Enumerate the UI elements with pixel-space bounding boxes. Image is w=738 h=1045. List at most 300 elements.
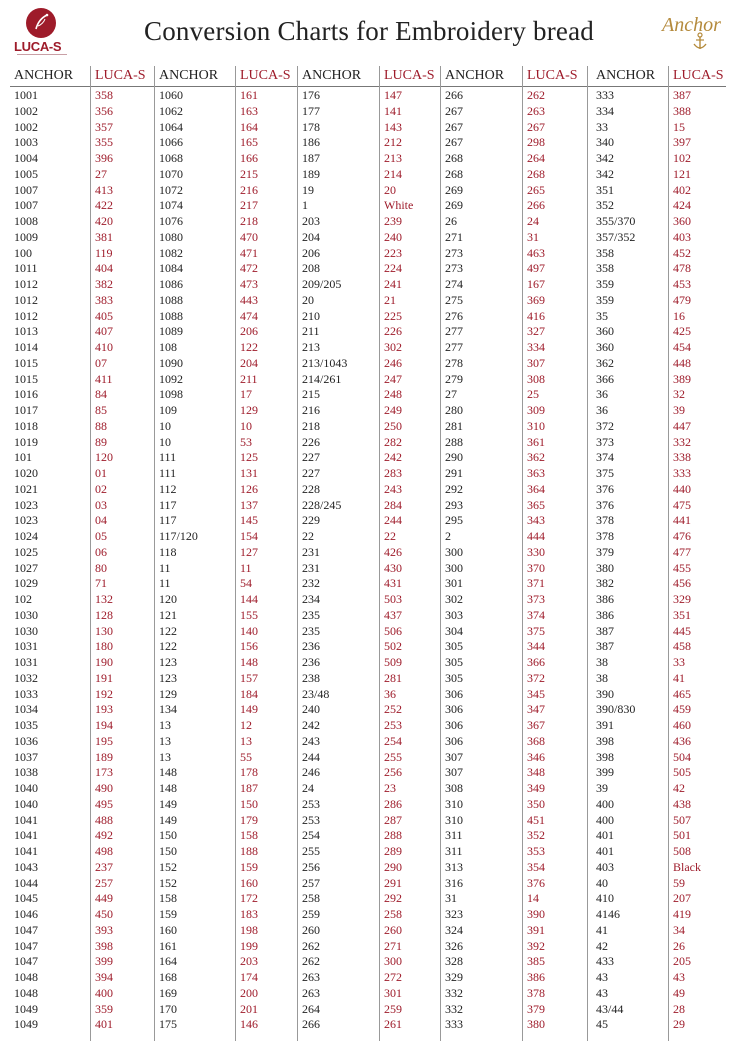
anchor-code-cell: 33 [596, 119, 608, 134]
anchor-code-cell: 1090 [159, 355, 183, 370]
luca-code-cell: 441 [673, 513, 691, 528]
anchor-code-cell: 1025 [14, 544, 38, 559]
anchor-code-cell: 148 [159, 765, 177, 780]
anchor-code-cell: 102 [14, 592, 32, 606]
luca-code-cell: 164 [240, 119, 258, 134]
col-header-anchor-4: ANCHOR [445, 68, 505, 83]
anchor-code-cell: 382 [596, 576, 614, 591]
luca-code-cell: 165 [240, 135, 258, 150]
anchor-code-cell: 300 [445, 560, 463, 575]
anchor-code-cell: 216 [302, 403, 320, 417]
luca-code-cell: 419 [673, 907, 691, 921]
anchor-code-cell: 362 [596, 355, 614, 370]
anchor-code-cell: 38 [596, 655, 608, 669]
anchor-code-cell: 43 [596, 985, 608, 1000]
luca-code-cell: 401 [95, 1017, 113, 1032]
luca-code-cell: 351 [673, 607, 691, 622]
anchor-code-cell: 281 [445, 418, 463, 433]
anchor-code-cell: 1041 [14, 844, 38, 858]
anchor-code-cell: 117 [159, 513, 177, 528]
anchor-code-cell: 305 [445, 639, 463, 654]
luca-code-cell: 505 [673, 765, 691, 780]
luca-code-cell: 503 [384, 592, 402, 606]
column-divider [297, 66, 298, 1041]
anchor-code-cell: 1047 [14, 938, 38, 953]
anchor-code-cell: 150 [159, 844, 177, 858]
anchor-code-cell: 231 [302, 544, 320, 559]
luca-code-cell: 444 [527, 529, 545, 543]
anchor-code-cell: 186 [302, 135, 320, 150]
anchor-code-cell: 232 [302, 576, 320, 591]
col-header-luca-1: LUCA-S [95, 68, 146, 83]
luca-code-cell: 250 [384, 418, 402, 433]
anchor-code-cell: 1068 [159, 151, 183, 165]
anchor-code-cell: 1 [302, 198, 308, 213]
luca-code-cell: 244 [384, 513, 402, 528]
luca-code-cell: 144 [240, 592, 258, 606]
anchor-code-cell: 391 [596, 718, 614, 732]
anchor-code-cell: 11 [159, 576, 171, 591]
anchor-code-cell: 161 [159, 938, 177, 953]
anchor-code-cell: 1041 [14, 828, 38, 843]
anchor-code-cell: 267 [445, 103, 463, 118]
luca-code-cell: 355 [95, 135, 113, 150]
luca-code-cell: 271 [384, 938, 402, 953]
anchor-code-cell: 1066 [159, 135, 183, 150]
anchor-code-cell: 387 [596, 623, 614, 638]
anchor-code-cell: 360 [596, 340, 614, 354]
anchor-code-cell: 1012 [14, 277, 38, 291]
luca-code-cell: 283 [384, 466, 402, 480]
anchor-code-cell: 1072 [159, 182, 183, 197]
anchor-code-cell: 1012 [14, 308, 38, 323]
anchor-code-cell: 351 [596, 182, 614, 197]
luca-code-cell: 224 [384, 261, 402, 276]
conversion-table [10, 66, 726, 1041]
luca-code-cell: 268 [527, 166, 545, 181]
luca-code-cell: 288 [384, 828, 402, 843]
anchor-column-2 [159, 88, 198, 1033]
luca-code-cell: 498 [95, 844, 113, 858]
luca-code-cell: 431 [384, 576, 402, 591]
luca-code-cell: 258 [384, 907, 402, 921]
anchor-code-cell: 380 [596, 560, 614, 575]
anchor-code-cell: 266 [445, 88, 463, 102]
anchor-code-cell: 1030 [14, 607, 38, 622]
anchor-code-cell: 360 [596, 324, 614, 339]
luca-code-cell: 132 [95, 592, 113, 606]
luca-code-cell: 128 [95, 607, 113, 622]
luca-code-cell: 22 [384, 529, 396, 543]
anchor-code-cell: 390/830 [596, 702, 636, 717]
anchor-code-cell: 177 [302, 103, 320, 118]
luca-code-cell: 361 [527, 434, 545, 449]
anchor-code-cell: 1092 [159, 371, 183, 386]
luca-code-cell: 368 [527, 733, 545, 748]
luca-code-cell: 242 [384, 450, 402, 465]
anchor-code-cell: 1029 [14, 576, 38, 591]
luca-code-cell: 39 [673, 403, 685, 417]
luca-code-cell: 404 [95, 261, 113, 276]
anchor-code-cell: 372 [596, 418, 614, 433]
luca-code-cell: 190 [95, 655, 113, 669]
luca-code-cell: 488 [95, 812, 113, 827]
luca-code-cell: 126 [240, 481, 258, 496]
anchor-code-cell: 1041 [14, 812, 38, 827]
luca-code-cell: 386 [527, 970, 545, 984]
anchor-code-cell: 306 [445, 733, 463, 748]
anchor-code-cell: 1019 [14, 434, 38, 449]
anchor-code-cell: 43/44 [596, 1001, 624, 1016]
anchor-code-cell: 4146 [596, 907, 620, 921]
luca-code-cell: 215 [240, 166, 258, 181]
luca-code-cell: 154 [240, 529, 258, 543]
luca-code-cell: 363 [527, 466, 545, 480]
luca-code-cell: 13 [240, 733, 252, 748]
anchor-code-cell: 263 [302, 985, 320, 1000]
luca-code-cell: 207 [673, 891, 691, 906]
luca-code-cell: 473 [240, 277, 258, 291]
luca-code-cell: 338 [673, 450, 691, 465]
luca-code-cell: 255 [384, 749, 402, 764]
luca-code-cell: 477 [673, 544, 691, 559]
luca-code-cell: 507 [673, 812, 691, 827]
luca-code-cell: 405 [95, 308, 113, 323]
luca-code-cell: 160 [240, 875, 258, 890]
anchor-code-cell: 290 [445, 450, 463, 465]
luca-code-cell: 119 [95, 245, 113, 260]
anchor-code-cell: 2 [445, 529, 451, 543]
column-divider [90, 66, 91, 1041]
luca-code-cell: 264 [527, 151, 545, 165]
luca-code-cell: 02 [95, 481, 107, 496]
luca-code-cell: 265 [527, 182, 545, 197]
luca-code-cell: 381 [95, 229, 113, 244]
anchor-icon [692, 32, 708, 52]
anchor-code-cell: 38 [596, 670, 608, 685]
luca-code-cell: 281 [384, 670, 402, 685]
anchor-code-cell: 236 [302, 639, 320, 654]
luca-code-cell: 218 [240, 214, 258, 228]
anchor-code-cell: 242 [302, 718, 320, 732]
luca-code-cell: 284 [384, 497, 402, 512]
anchor-code-cell: 211 [302, 324, 320, 339]
luca-code-cell: 121 [673, 166, 691, 181]
anchor-code-cell: 122 [159, 639, 177, 654]
luca-code-cell: 367 [527, 718, 545, 732]
luca-code-cell: 143 [384, 119, 402, 134]
anchor-code-cell: 1048 [14, 985, 38, 1000]
anchor-code-cell: 1045 [14, 891, 38, 906]
luca-code-cell: 476 [673, 529, 691, 543]
luca-code-cell: 237 [95, 859, 113, 874]
luca-code-cell: 371 [527, 576, 545, 591]
anchor-code-cell: 158 [159, 891, 177, 906]
luca-code-cell: 17 [240, 387, 252, 402]
luca-code-cell: 350 [527, 796, 545, 811]
anchor-code-cell: 328 [445, 954, 463, 969]
luca-code-cell: 59 [673, 875, 685, 890]
anchor-code-cell: 41 [596, 922, 608, 937]
anchor-code-cell: 310 [445, 796, 463, 811]
anchor-code-cell: 24 [302, 781, 314, 795]
anchor-code-cell: 213/1043 [302, 355, 348, 370]
luca-code-cell: 334 [527, 340, 545, 354]
anchor-code-cell: 268 [445, 166, 463, 181]
anchor-code-cell: 295 [445, 513, 463, 528]
anchor-code-cell: 1040 [14, 781, 38, 795]
luca-code-cell: 127 [240, 544, 258, 559]
luca-code-cell: 492 [95, 828, 113, 843]
anchor-code-cell: 398 [596, 733, 614, 748]
anchor-code-cell: 1008 [14, 214, 38, 228]
luca-code-cell: 15 [673, 119, 685, 134]
luca-code-cell: 187 [240, 781, 258, 795]
luca-code-cell: 241 [384, 277, 402, 291]
luca-code-cell: 448 [673, 355, 691, 370]
luca-code-cell: 391 [527, 922, 545, 937]
luca-code-cell: 407 [95, 324, 113, 339]
luca-code-cell: 156 [240, 639, 258, 654]
luca-code-cell: 195 [95, 733, 113, 748]
anchor-code-cell: 278 [445, 355, 463, 370]
luca-code-cell: 400 [95, 985, 113, 1000]
luca-code-cell: 192 [95, 686, 113, 701]
anchor-code-cell: 1060 [159, 88, 183, 102]
anchor-code-cell: 27 [445, 387, 457, 402]
anchor-code-cell: 1046 [14, 907, 38, 921]
luca-code-cell: 12 [240, 718, 252, 732]
luca-code-cell: 174 [240, 970, 258, 984]
anchor-code-cell: 1018 [14, 418, 38, 433]
anchor-code-cell: 410 [596, 891, 614, 906]
anchor-code-cell: 274 [445, 277, 463, 291]
anchor-code-cell: 1070 [159, 166, 183, 181]
luca-code-cell: 54 [240, 576, 252, 591]
luca-code-cell: 148 [240, 655, 258, 669]
luca-code-cell: 71 [95, 576, 107, 591]
anchor-code-cell: 253 [302, 796, 320, 811]
page-header [0, 0, 738, 66]
luca-code-cell: 478 [673, 261, 691, 276]
luca-code-cell: 191 [95, 670, 113, 685]
luca-column-4 [527, 88, 545, 1033]
anchor-code-cell: 291 [445, 466, 463, 480]
anchor-code-cell: 255 [302, 844, 320, 858]
luca-code-cell: 125 [240, 450, 258, 465]
anchor-code-cell: 316 [445, 875, 463, 890]
col-header-anchor-2: ANCHOR [159, 68, 219, 83]
anchor-code-cell: 1082 [159, 245, 183, 260]
luca-code-cell: 43 [673, 970, 685, 984]
luca-code-cell: 88 [95, 418, 107, 433]
luca-code-cell: 375 [527, 623, 545, 638]
luca-code-cell: 356 [95, 103, 113, 118]
luca-code-cell: 26 [673, 938, 685, 953]
luca-code-cell: 490 [95, 781, 113, 795]
anchor-code-cell: 1044 [14, 875, 38, 890]
luca-code-cell: 33 [673, 655, 685, 669]
luca-code-cell: 49 [673, 985, 685, 1000]
luca-code-cell: 345 [527, 686, 545, 701]
anchor-code-cell: 129 [159, 686, 177, 701]
luca-code-cell: 10 [240, 418, 252, 433]
anchor-code-cell: 189 [302, 166, 320, 181]
anchor-code-cell: 400 [596, 796, 614, 811]
anchor-code-cell: 288 [445, 434, 463, 449]
anchor-code-cell: 1003 [14, 135, 38, 150]
anchor-code-cell: 1043 [14, 859, 38, 874]
luca-code-cell: 140 [240, 623, 258, 638]
luca-code-cell: 307 [527, 355, 545, 370]
luca-code-cell: 286 [384, 796, 402, 811]
anchor-code-cell: 246 [302, 765, 320, 780]
column-divider [522, 66, 523, 1041]
anchor-code-cell: 208 [302, 261, 320, 276]
anchor-code-cell: 303 [445, 607, 463, 622]
luca-code-cell: 445 [673, 623, 691, 638]
luca-code-cell: 262 [527, 88, 545, 102]
luca-code-cell: 394 [95, 970, 113, 984]
luca-code-cell: 200 [240, 985, 258, 1000]
anchor-code-cell: 169 [159, 985, 177, 1000]
luca-code-cell: 399 [95, 954, 113, 969]
anchor-code-cell: 1033 [14, 686, 38, 701]
luca-code-cell: 300 [384, 954, 402, 969]
luca-code-cell: 379 [527, 1001, 545, 1016]
anchor-code-cell: 1049 [14, 1001, 38, 1016]
anchor-code-cell: 306 [445, 718, 463, 732]
anchor-code-cell: 262 [302, 938, 320, 953]
luca-code-cell: 122 [240, 340, 258, 354]
anchor-code-cell: 403 [596, 859, 614, 874]
anchor-code-cell: 277 [445, 340, 463, 354]
anchor-code-cell: 42 [596, 938, 608, 953]
anchor-code-cell: 1027 [14, 560, 38, 575]
luca-code-cell: 291 [384, 875, 402, 890]
anchor-code-cell: 238 [302, 670, 320, 685]
anchor-code-cell: 1047 [14, 922, 38, 937]
luca-code-cell: 380 [527, 1017, 545, 1032]
luca-code-cell: 508 [673, 844, 691, 858]
luca-column-3 [384, 88, 413, 1033]
anchor-code-cell: 254 [302, 828, 320, 843]
anchor-code-cell: 112 [159, 481, 177, 496]
anchor-code-cell: 433 [596, 954, 614, 969]
anchor-code-cell: 227 [302, 466, 320, 480]
luca-code-cell: 205 [673, 954, 691, 969]
anchor-code-cell: 1031 [14, 655, 38, 669]
luca-code-cell: 01 [95, 466, 107, 480]
anchor-code-cell: 231 [302, 560, 320, 575]
anchor-code-cell: 333 [596, 88, 614, 102]
anchor-code-cell: 273 [445, 245, 463, 260]
anchor-code-cell: 228/245 [302, 497, 342, 512]
luca-code-cell: 447 [673, 418, 691, 433]
luca-code-cell: 178 [240, 765, 258, 780]
anchor-code-cell: 277 [445, 324, 463, 339]
anchor-code-cell: 168 [159, 970, 177, 984]
luca-code-cell: 120 [95, 450, 113, 465]
column-divider [587, 66, 588, 1041]
anchor-code-cell: 310 [445, 812, 463, 827]
luca-code-cell: 102 [673, 151, 691, 165]
luca-code-cell: 172 [240, 891, 258, 906]
anchor-code-cell: 150 [159, 828, 177, 843]
luca-code-cell: 390 [527, 907, 545, 921]
col-header-anchor-5: ANCHOR [596, 68, 656, 83]
luca-code-cell: 310 [527, 418, 545, 433]
luca-code-cell: 263 [527, 103, 545, 118]
anchor-code-cell: 218 [302, 418, 320, 433]
anchor-code-cell: 1032 [14, 670, 38, 685]
anchor-code-cell: 187 [302, 151, 320, 165]
luca-code-cell: 458 [673, 639, 691, 654]
luca-code-cell: 358 [95, 88, 113, 102]
anchor-code-cell: 332 [445, 985, 463, 1000]
anchor-code-cell: 302 [445, 592, 463, 606]
anchor-code-cell: 178 [302, 119, 320, 134]
anchor-code-cell: 19 [302, 182, 314, 197]
luca-code-cell: 129 [240, 403, 258, 417]
anchor-code-cell: 1047 [14, 954, 38, 969]
luca-code-cell: 372 [527, 670, 545, 685]
anchor-code-cell: 1084 [159, 261, 183, 276]
header-rule [10, 86, 726, 87]
anchor-code-cell: 311 [445, 828, 463, 843]
luca-code-cell: 03 [95, 497, 107, 512]
anchor-code-cell: 20 [302, 292, 314, 307]
anchor-code-cell: 378 [596, 513, 614, 528]
luca-code-cell: 167 [527, 277, 545, 291]
luca-code-cell: 413 [95, 182, 113, 197]
anchor-code-cell: 1089 [159, 324, 183, 339]
luca-code-cell: 34 [673, 922, 685, 937]
luca-code-cell: 32 [673, 387, 685, 402]
luca-s-logo-text: LUCA-S [14, 39, 62, 54]
anchor-code-cell: 1040 [14, 796, 38, 811]
luca-code-cell: 453 [673, 277, 691, 291]
anchor-code-cell: 342 [596, 166, 614, 181]
luca-code-cell: 55 [240, 749, 252, 764]
luca-code-cell: 253 [384, 718, 402, 732]
anchor-code-cell: 215 [302, 387, 320, 402]
luca-code-cell: 422 [95, 198, 113, 213]
luca-code-cell: 502 [384, 639, 402, 654]
luca-code-cell: 456 [673, 576, 691, 591]
page-title: Conversion Charts for Embroidery bread [144, 16, 594, 46]
anchor-code-cell: 1036 [14, 733, 38, 748]
luca-code-cell: 260 [384, 922, 402, 937]
luca-code-cell: 470 [240, 229, 258, 244]
luca-code-cell: 214 [384, 166, 402, 181]
luca-code-cell: 179 [240, 812, 258, 827]
anchor-code-cell: 271 [445, 229, 463, 244]
anchor-code-cell: 267 [445, 135, 463, 150]
luca-code-cell: 343 [527, 513, 545, 528]
anchor-code-cell: 23/48 [302, 686, 330, 701]
anchor-code-cell: 176 [302, 88, 320, 102]
anchor-code-cell: 1002 [14, 119, 38, 134]
anchor-code-cell: 308 [445, 781, 463, 795]
luca-code-cell: 07 [95, 355, 107, 370]
luca-code-cell: 369 [527, 292, 545, 307]
luca-code-cell: 348 [527, 765, 545, 780]
luca-code-cell: 53 [240, 434, 252, 449]
luca-code-cell: Black [673, 859, 701, 874]
column-divider [668, 66, 669, 1041]
luca-column-2 [240, 88, 258, 1033]
